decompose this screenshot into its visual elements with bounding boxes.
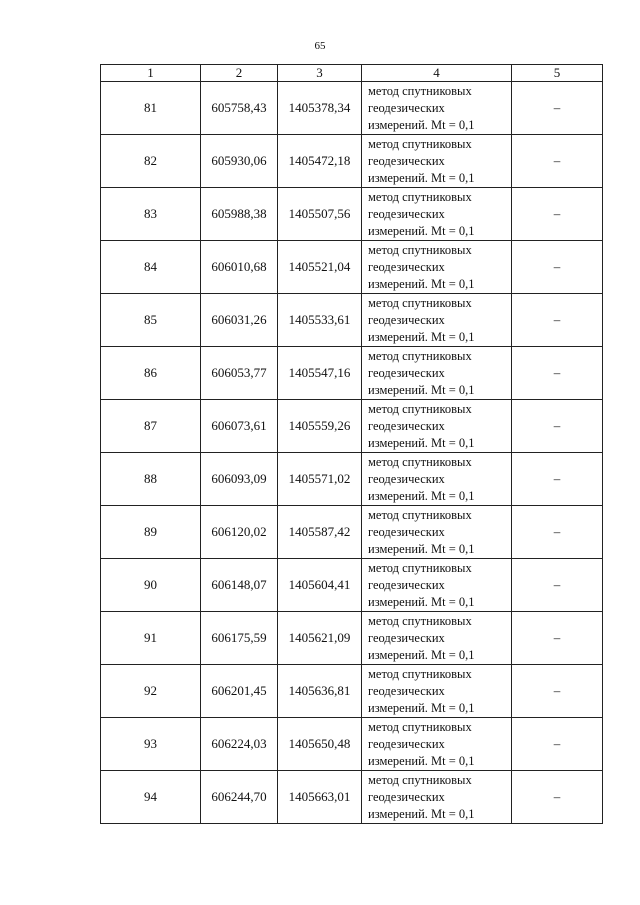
x-coordinate-cell: 606053,77 — [201, 347, 278, 400]
table-row — [101, 135, 603, 188]
method-text-line: геодезических — [368, 365, 445, 380]
y-coordinate-cell: 1405663,01 — [278, 771, 362, 824]
method-text-line: метод спутниковых — [368, 295, 472, 310]
point-number-cell: 93 — [101, 718, 201, 771]
table-row — [101, 665, 603, 718]
method-text-line: метод спутниковых — [368, 507, 472, 522]
note-dash: – — [553, 630, 561, 645]
column-header-4: 4 — [362, 65, 512, 82]
note-dash: – — [553, 524, 561, 539]
method-text-line: геодезических — [368, 683, 445, 698]
method-text-line: метод спутниковых — [368, 83, 472, 98]
method-cell — [362, 347, 512, 400]
note-dash: – — [553, 577, 561, 592]
x-coordinate-cell: 606148,07 — [201, 559, 278, 612]
y-coordinate-cell: 1405533,61 — [278, 294, 362, 347]
method-text-line: измерений. Mt = 0,1 — [368, 276, 475, 291]
method-text-line: геодезических — [368, 471, 445, 486]
method-cell — [362, 718, 512, 771]
table-row — [101, 400, 603, 453]
table-row — [101, 453, 603, 506]
column-header-2: 2 — [201, 65, 278, 82]
method-cell — [362, 559, 512, 612]
point-number-cell: 94 — [101, 771, 201, 824]
note-cell — [512, 506, 603, 559]
point-number-cell: 88 — [101, 453, 201, 506]
method-text-line: геодезических — [368, 789, 445, 804]
point-number-cell: 90 — [101, 559, 201, 612]
table-row — [101, 241, 603, 294]
table-row — [101, 294, 603, 347]
x-coordinate-cell: 606244,70 — [201, 771, 278, 824]
page-number: 65 — [314, 40, 326, 52]
method-text-line: метод спутниковых — [368, 719, 472, 734]
method-text-line: измерений. Mt = 0,1 — [368, 382, 475, 397]
note-dash: – — [553, 259, 561, 274]
method-cell — [362, 665, 512, 718]
y-coordinate-cell: 1405587,42 — [278, 506, 362, 559]
note-cell — [512, 771, 603, 824]
note-cell — [512, 612, 603, 665]
x-coordinate-cell: 606120,02 — [201, 506, 278, 559]
method-text-line: метод спутниковых — [368, 613, 472, 628]
method-text-line: метод спутниковых — [368, 242, 472, 257]
method-text-line: измерений. Mt = 0,1 — [368, 435, 475, 450]
method-cell — [362, 771, 512, 824]
table-row — [101, 82, 603, 135]
method-text-line: метод спутниковых — [368, 454, 472, 469]
method-cell — [362, 188, 512, 241]
note-dash: – — [553, 100, 561, 115]
method-text-line: геодезических — [368, 259, 445, 274]
note-cell — [512, 400, 603, 453]
table-header-row — [101, 65, 603, 82]
table-row — [101, 188, 603, 241]
note-cell — [512, 347, 603, 400]
note-dash: – — [553, 312, 561, 327]
note-cell — [512, 188, 603, 241]
point-number-cell: 87 — [101, 400, 201, 453]
note-cell — [512, 135, 603, 188]
coordinates-table — [100, 64, 603, 824]
method-text-line: геодезических — [368, 153, 445, 168]
method-text-line: измерений. Mt = 0,1 — [368, 541, 475, 556]
method-text-line: измерений. Mt = 0,1 — [368, 170, 475, 185]
table-row — [101, 506, 603, 559]
note-dash: – — [553, 471, 561, 486]
note-cell — [512, 453, 603, 506]
note-dash: – — [553, 153, 561, 168]
y-coordinate-cell: 1405472,18 — [278, 135, 362, 188]
y-coordinate-cell: 1405621,09 — [278, 612, 362, 665]
note-dash: – — [553, 365, 561, 380]
method-text-line: геодезических — [368, 100, 445, 115]
table-row — [101, 347, 603, 400]
method-cell — [362, 241, 512, 294]
method-text-line: измерений. Mt = 0,1 — [368, 806, 475, 821]
method-text-line: измерений. Mt = 0,1 — [368, 117, 475, 132]
note-cell — [512, 665, 603, 718]
point-number-cell: 81 — [101, 82, 201, 135]
method-text-line: геодезических — [368, 418, 445, 433]
y-coordinate-cell: 1405604,41 — [278, 559, 362, 612]
y-coordinate-cell: 1405650,48 — [278, 718, 362, 771]
table-row — [101, 559, 603, 612]
point-number-cell: 91 — [101, 612, 201, 665]
y-coordinate-cell: 1405378,34 — [278, 82, 362, 135]
column-header-3: 3 — [278, 65, 362, 82]
method-text-line: геодезических — [368, 206, 445, 221]
method-text-line: измерений. Mt = 0,1 — [368, 594, 475, 609]
note-dash: – — [553, 418, 561, 433]
y-coordinate-cell: 1405521,04 — [278, 241, 362, 294]
point-number-cell: 84 — [101, 241, 201, 294]
method-text-line: измерений. Mt = 0,1 — [368, 223, 475, 238]
column-header-5: 5 — [512, 65, 603, 82]
table-row — [101, 612, 603, 665]
column-header-1: 1 — [101, 65, 201, 82]
method-text-line: метод спутниковых — [368, 348, 472, 363]
method-text-line: метод спутниковых — [368, 401, 472, 416]
x-coordinate-cell: 606093,09 — [201, 453, 278, 506]
note-cell — [512, 82, 603, 135]
method-cell — [362, 294, 512, 347]
y-coordinate-cell: 1405507,56 — [278, 188, 362, 241]
method-cell — [362, 506, 512, 559]
table-body — [101, 82, 603, 824]
method-cell — [362, 400, 512, 453]
x-coordinate-cell: 605930,06 — [201, 135, 278, 188]
method-text-line: метод спутниковых — [368, 772, 472, 787]
y-coordinate-cell: 1405571,02 — [278, 453, 362, 506]
point-number-cell: 85 — [101, 294, 201, 347]
method-text-line: метод спутниковых — [368, 666, 472, 681]
x-coordinate-cell: 605758,43 — [201, 82, 278, 135]
note-cell — [512, 294, 603, 347]
point-number-cell: 89 — [101, 506, 201, 559]
note-dash: – — [553, 789, 561, 804]
method-text-line: геодезических — [368, 630, 445, 645]
table-row — [101, 771, 603, 824]
point-number-cell: 83 — [101, 188, 201, 241]
method-text-line: геодезических — [368, 577, 445, 592]
method-text-line: геодезических — [368, 524, 445, 539]
method-cell — [362, 612, 512, 665]
y-coordinate-cell: 1405636,81 — [278, 665, 362, 718]
method-text-line: измерений. Mt = 0,1 — [368, 329, 475, 344]
method-text-line: измерений. Mt = 0,1 — [368, 700, 475, 715]
note-cell — [512, 718, 603, 771]
note-cell — [512, 241, 603, 294]
method-cell — [362, 135, 512, 188]
point-number-cell: 86 — [101, 347, 201, 400]
point-number-cell: 92 — [101, 665, 201, 718]
x-coordinate-cell: 606224,03 — [201, 718, 278, 771]
x-coordinate-cell: 606073,61 — [201, 400, 278, 453]
point-number-cell: 82 — [101, 135, 201, 188]
method-text-line: измерений. Mt = 0,1 — [368, 753, 475, 768]
note-dash: – — [553, 736, 561, 751]
note-dash: – — [553, 206, 561, 221]
x-coordinate-cell: 606201,45 — [201, 665, 278, 718]
method-text-line: метод спутниковых — [368, 136, 472, 151]
method-text-line: метод спутниковых — [368, 560, 472, 575]
x-coordinate-cell: 605988,38 — [201, 188, 278, 241]
method-text-line: измерений. Mt = 0,1 — [368, 488, 475, 503]
y-coordinate-cell: 1405547,16 — [278, 347, 362, 400]
table-row — [101, 718, 603, 771]
note-dash: – — [553, 683, 561, 698]
method-text-line: геодезических — [368, 312, 445, 327]
method-text-line: измерений. Mt = 0,1 — [368, 647, 475, 662]
method-cell — [362, 82, 512, 135]
x-coordinate-cell: 606031,26 — [201, 294, 278, 347]
method-cell — [362, 453, 512, 506]
y-coordinate-cell: 1405559,26 — [278, 400, 362, 453]
x-coordinate-cell: 606010,68 — [201, 241, 278, 294]
note-cell — [512, 559, 603, 612]
method-text-line: метод спутниковых — [368, 189, 472, 204]
method-text-line: геодезических — [368, 736, 445, 751]
x-coordinate-cell: 606175,59 — [201, 612, 278, 665]
